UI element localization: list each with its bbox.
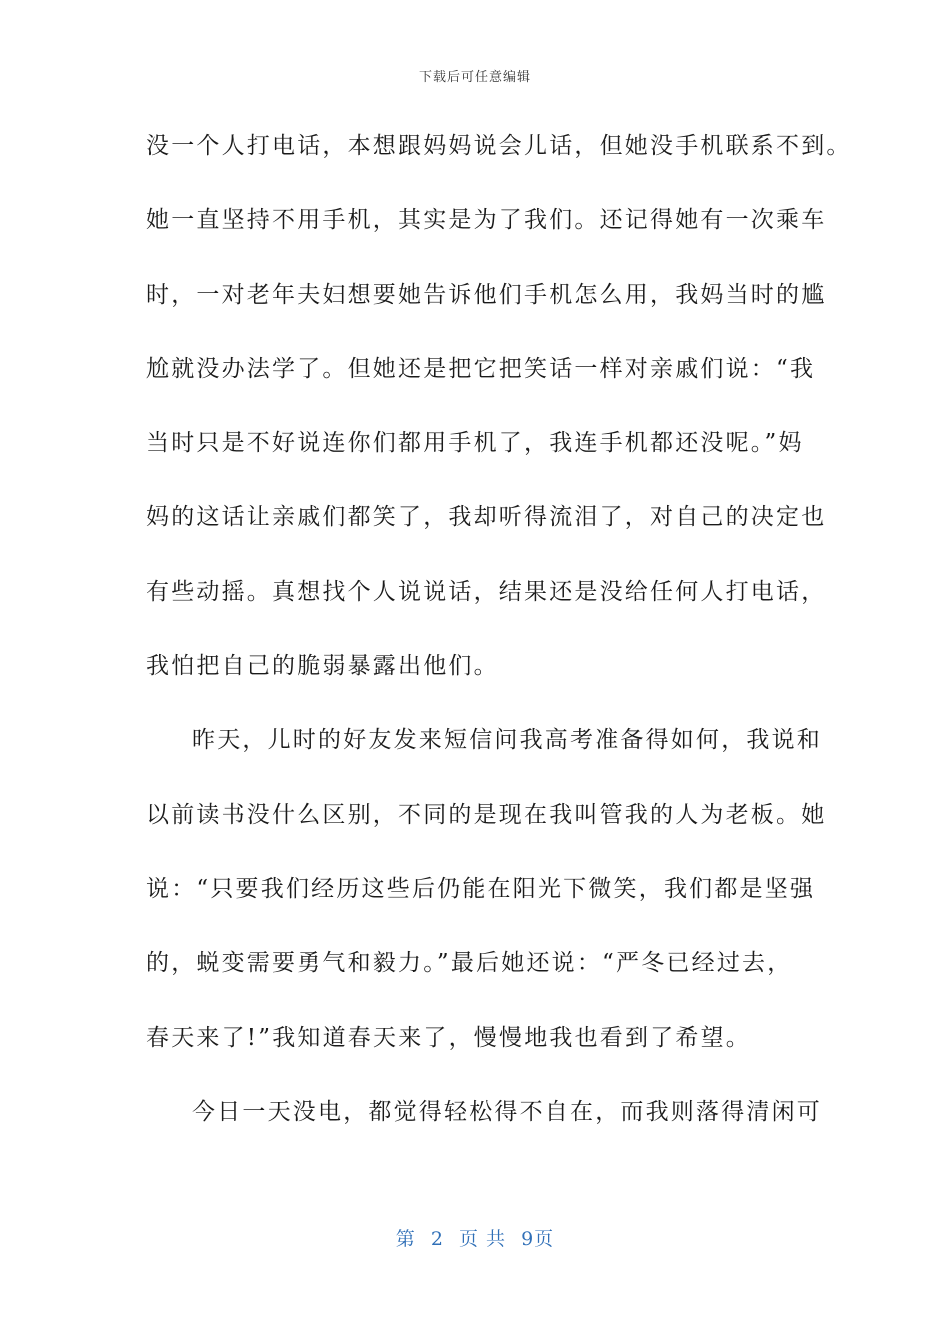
text-line-1: 没一个人打电话，本想跟妈妈说会儿话，但她没手机联系不到。 [146,133,852,159]
page-number-footer [0,1224,950,1251]
footer-prefix: 第 [395,1228,416,1250]
text-line-8: 我怕把自己的脆弱暴露出他们。 [146,653,499,680]
footer-middle: 页 共 [459,1228,507,1250]
body-text [146,122,852,1162]
text-line-12: 的，蜕变需要勇气和毅力。”最后她还说：“严冬已经过去， [146,950,793,977]
footer-current-page: 2 [430,1228,444,1250]
text-line-5: 当时只是不好说连你们都用手机了，我连手机都还没呢。”妈 [146,430,804,457]
text-line-11: 说：“只要我们经历这些后仍能在阳光下微笑，我们都是坚强 [146,875,816,902]
text-line-3: 时，一对老年夫妇想要她告诉他们手机怎么用，我妈当时的尴 [146,281,827,308]
text-line-7: 有些动摇。真想找个人说说话，结果还是没给任何人打电话， [146,578,827,605]
text-line-13: 春天来了!”我知道春天来了，慢慢地我也看到了希望。 [146,1024,752,1051]
text-line-14: 今日一天没电，都觉得轻松得不自在，而我则落得清闲可 [192,1098,822,1125]
text-line-10: 以前读书没什么区别，不同的是现在我叫管我的人为老板。她 [146,801,827,828]
text-line-2: 她一直坚持不用手机，其实是为了我们。还记得她有一次乘车 [146,207,827,234]
text-line-4: 尬就没办法学了。但她还是把它把笑话一样对亲戚们说：“我 [146,355,816,382]
footer-total-pages: 9页 [521,1228,555,1250]
text-line-6: 妈的这话让亲戚们都笑了，我却听得流泪了，对自己的决定也 [146,504,827,531]
page-header-note: 下载后可任意编辑 [418,70,531,85]
text-line-9: 昨天，儿时的好友发来短信问我高考准备得如何，我说和 [192,727,822,754]
